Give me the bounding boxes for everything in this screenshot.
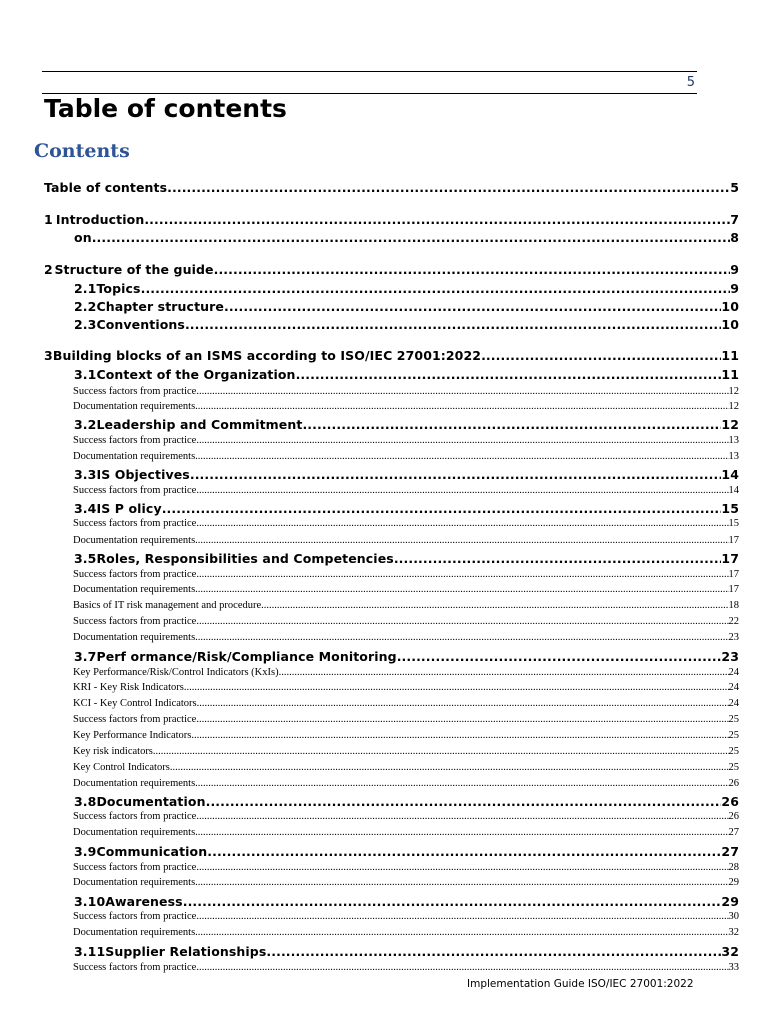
toc-entry[interactable] — [73, 401, 739, 412]
toc-entry-number: 3.1 — [74, 367, 97, 382]
dot-leader — [266, 944, 721, 959]
toc-entry-page: 12 — [728, 386, 739, 397]
toc-entry-page: 15 — [721, 501, 739, 516]
toc-entry-page: 25 — [728, 746, 739, 757]
toc-entry-number: 1 — [44, 212, 53, 227]
toc-entry-number: 2 — [44, 262, 53, 277]
toc-entry-page: 22 — [728, 616, 739, 627]
toc-entry-label: Documentation requirements — [73, 877, 196, 888]
toc-entry[interactable] — [73, 714, 739, 725]
toc-entry[interactable] — [73, 682, 739, 693]
toc-entry[interactable] — [74, 367, 739, 382]
toc-entry-label: Chapter structure — [96, 299, 224, 314]
toc-entry-label: Success factors from practice — [73, 569, 197, 580]
dot-leader — [302, 417, 721, 432]
toc-entry-page: 5 — [730, 180, 739, 195]
toc-entry-page: 24 — [728, 682, 739, 693]
toc-entry-label: Documentation — [96, 794, 206, 809]
dot-leader — [196, 962, 728, 973]
toc-entry-number: 3.9 — [74, 844, 97, 859]
toc-entry[interactable] — [73, 386, 739, 397]
toc-entry-label: Documentation requirements — [73, 927, 196, 938]
dot-leader — [197, 698, 729, 709]
dot-leader — [296, 367, 722, 382]
toc-entry[interactable] — [73, 730, 739, 741]
dot-leader — [394, 551, 722, 566]
toc-entry-label: Key Control Indicators — [73, 762, 170, 773]
toc-entry-label: Basics of IT risk management and procedure — [73, 600, 262, 611]
toc-entry-label: Success factors from practice — [73, 518, 197, 529]
toc-entry-label: Success factors from practice — [73, 962, 197, 973]
dot-leader — [196, 811, 728, 822]
toc-entry-number: 3.3 — [74, 467, 97, 482]
toc-entry-label: KCI - Key Control Indicators — [73, 698, 197, 709]
toc-entry-page: 25 — [728, 730, 739, 741]
dot-leader — [207, 844, 721, 859]
dot-leader — [195, 401, 728, 412]
toc-entry-page: 32 — [728, 927, 739, 938]
dot-leader — [170, 762, 729, 773]
toc-entry-label: Success factors from practice — [73, 435, 197, 446]
toc-entry-page: 10 — [721, 299, 739, 314]
toc-entry[interactable] — [73, 451, 739, 462]
dot-leader — [397, 649, 722, 664]
toc-entry-page: 13 — [728, 435, 739, 446]
toc-entry-label: Documentation requirements — [73, 827, 196, 838]
page-number: 5 — [686, 75, 695, 90]
toc-entry[interactable] — [74, 299, 739, 314]
toc-entry-page: 26 — [721, 794, 739, 809]
toc-entry[interactable] — [74, 649, 739, 664]
toc-entry-page: 18 — [728, 600, 739, 611]
toc-entry-label: Success factors from practice — [73, 911, 197, 922]
toc-entry-label: Supplier Relationships — [105, 944, 267, 959]
dot-leader — [162, 501, 722, 516]
toc-entry-number: 3.7 — [74, 649, 97, 664]
toc-entry[interactable] — [73, 584, 739, 595]
toc-entry-page: 27 — [721, 844, 739, 859]
toc-entry-label: Success factors from practice — [73, 862, 197, 873]
toc-entry-label: Roles, Responsibilities and Competencies — [96, 551, 394, 566]
toc-entry-page: 14 — [721, 467, 739, 482]
toc-entry[interactable] — [74, 501, 739, 516]
toc-entry-page: 29 — [721, 894, 739, 909]
toc-entry-number: 3.2 — [74, 417, 97, 432]
toc-entry-label: Topics — [96, 281, 141, 296]
toc-entry[interactable] — [44, 262, 739, 277]
toc-entry-page: 9 — [730, 281, 739, 296]
toc-entry[interactable] — [73, 667, 739, 678]
toc-entry-page: 10 — [721, 317, 739, 332]
toc-entry-label: Documentation requirements — [73, 535, 196, 546]
dot-leader — [141, 281, 731, 296]
toc-entry[interactable] — [73, 911, 739, 922]
toc-entry-number: 3 — [44, 348, 53, 363]
dot-leader — [183, 894, 722, 909]
toc-entry-page: 8 — [730, 230, 739, 245]
toc-entry-label: Building blocks of an ISMS according to ISO/IEC 27001:2022 — [52, 348, 482, 363]
toc-entry[interactable] — [73, 632, 739, 643]
dot-leader — [144, 212, 730, 227]
toc-entry-page: 11 — [721, 348, 739, 363]
toc-entry[interactable] — [73, 535, 739, 546]
dot-leader — [214, 262, 731, 277]
dot-leader — [224, 299, 721, 314]
toc-entry[interactable] — [73, 485, 739, 496]
toc-entry-page: 25 — [728, 714, 739, 725]
toc-entry-label: Conventions — [96, 317, 185, 332]
dot-leader — [196, 518, 728, 529]
toc-entry[interactable] — [73, 600, 739, 611]
toc-entry[interactable] — [73, 518, 739, 529]
toc-entry[interactable] — [73, 569, 739, 580]
toc-entry-page: 30 — [728, 911, 739, 922]
toc-entry-number: 2.1 — [74, 281, 97, 296]
toc-entry-label: Key risk indicators — [73, 746, 153, 757]
dot-leader — [261, 600, 728, 611]
toc-entry[interactable] — [74, 417, 739, 432]
toc-entry-label: Success factors from practice — [73, 714, 197, 725]
toc-entry-page: 17 — [721, 551, 739, 566]
toc-entry[interactable] — [74, 794, 739, 809]
toc-entry-page: 11 — [721, 367, 739, 382]
page-title: Table of contents — [44, 94, 287, 123]
toc-entry-label: Perf ormance/Risk/Compliance Monitoring — [96, 649, 397, 664]
contents-heading: Contents — [34, 140, 130, 162]
toc-entry-number: 3.5 — [74, 551, 97, 566]
toc-entry-number: 2.2 — [74, 299, 97, 314]
dot-leader — [195, 827, 728, 838]
dot-leader — [196, 616, 728, 627]
toc-entry[interactable] — [44, 212, 739, 227]
toc-entry-number: 3.8 — [74, 794, 97, 809]
toc-entry-label: Success factors from practice — [73, 485, 197, 496]
toc-entry[interactable] — [74, 230, 739, 245]
dot-leader — [190, 467, 722, 482]
dot-leader — [196, 569, 728, 580]
header-rule-top — [42, 71, 697, 72]
dot-leader — [206, 794, 722, 809]
toc-entry-page: 26 — [728, 778, 739, 789]
toc-entry-label: Documentation requirements — [73, 401, 196, 412]
dot-leader — [196, 435, 728, 446]
toc-entry[interactable] — [73, 762, 739, 773]
toc-entry-label: IS Objectives — [96, 467, 190, 482]
dot-leader — [195, 632, 728, 643]
dot-leader — [184, 682, 729, 693]
dot-leader — [167, 180, 730, 195]
toc-entry-label: Success factors from practice — [73, 616, 197, 627]
toc-entry[interactable] — [74, 944, 739, 959]
toc-entry-number: 2.3 — [74, 317, 97, 332]
toc-entry-page: 28 — [728, 862, 739, 873]
toc-entry[interactable] — [73, 862, 739, 873]
toc-entry-page: 9 — [730, 262, 739, 277]
dot-leader — [185, 317, 721, 332]
toc-entry-page: 15 — [728, 518, 739, 529]
toc-entry-page: 17 — [728, 584, 739, 595]
toc-entry-label: IS P olicy — [96, 501, 162, 516]
toc-entry-page: 12 — [728, 401, 739, 412]
toc-entry[interactable] — [73, 827, 739, 838]
toc-entry-page: 24 — [728, 667, 739, 678]
toc-entry-label: Structure of the guide — [54, 262, 214, 277]
toc-entry[interactable] — [74, 551, 739, 566]
toc-entry-label: Documentation requirements — [73, 778, 196, 789]
toc-entry-label: Key Performance/Risk/Control Indicators (KxIs) — [73, 667, 279, 678]
dot-leader — [481, 348, 721, 363]
dot-leader — [153, 746, 729, 757]
toc-entry[interactable] — [44, 180, 739, 195]
dot-leader — [196, 485, 728, 496]
toc-entry[interactable] — [73, 616, 739, 627]
toc-entry[interactable] — [73, 962, 739, 973]
dot-leader — [196, 911, 728, 922]
toc-entry-label: Communication — [96, 844, 208, 859]
toc-entry-label: Documentation requirements — [73, 451, 196, 462]
dot-leader — [191, 730, 728, 741]
toc-entry[interactable] — [74, 317, 739, 332]
dot-leader — [195, 877, 728, 888]
dot-leader — [195, 778, 728, 789]
toc-entry-label: Table of contents — [44, 180, 168, 195]
toc-entry-label: Context of the Organization — [96, 367, 296, 382]
toc-entry-page: 13 — [728, 451, 739, 462]
toc-entry-label: on — [74, 230, 92, 245]
toc-entry-page: 14 — [728, 485, 739, 496]
toc-entry[interactable] — [73, 811, 739, 822]
toc-entry-page: 33 — [728, 962, 739, 973]
toc-entry-number: 3.11 — [74, 944, 106, 959]
toc-entry[interactable] — [73, 698, 739, 709]
toc-entry-label: Documentation requirements — [73, 584, 196, 595]
dot-leader — [196, 386, 728, 397]
toc-entry-page: 12 — [721, 417, 739, 432]
toc-entry[interactable] — [74, 844, 739, 859]
toc-entry-page: 27 — [728, 827, 739, 838]
toc-entry-page: 17 — [728, 535, 739, 546]
dot-leader — [196, 862, 728, 873]
toc-entry-page: 26 — [728, 811, 739, 822]
toc-entry-number: 3.4 — [74, 501, 97, 516]
dot-leader — [279, 667, 729, 678]
toc-entry-page: 29 — [728, 877, 739, 888]
toc-entry[interactable] — [73, 927, 739, 938]
toc-entry-page: 7 — [730, 212, 739, 227]
toc-entry[interactable] — [74, 894, 739, 909]
toc-entry[interactable] — [44, 348, 739, 363]
toc-entry-page: 25 — [728, 762, 739, 773]
toc-entry-page: 23 — [728, 632, 739, 643]
toc-entry-page: 17 — [728, 569, 739, 580]
dot-leader — [196, 714, 728, 725]
dot-leader — [195, 584, 728, 595]
dot-leader — [195, 927, 728, 938]
toc-entry-number: 3.10 — [74, 894, 106, 909]
dot-leader — [92, 230, 731, 245]
toc-entry-label: Leadership and Commitment — [96, 417, 303, 432]
toc-entry[interactable] — [73, 435, 739, 446]
toc-entry[interactable] — [73, 778, 739, 789]
toc-entry-label: Awareness — [105, 894, 183, 909]
dot-leader — [195, 451, 728, 462]
toc-entry[interactable] — [73, 746, 739, 757]
toc-entry-label: Success factors from practice — [73, 386, 197, 397]
toc-entry-label: Documentation requirements — [73, 632, 196, 643]
toc-entry-label: Introduction — [55, 212, 145, 227]
toc-entry-page: 24 — [728, 698, 739, 709]
toc-entry[interactable] — [74, 281, 739, 296]
dot-leader — [195, 535, 728, 546]
toc-entry-page: 32 — [721, 944, 739, 959]
toc-entry-label: Key Performance Indicators — [73, 730, 192, 741]
toc-entry[interactable] — [74, 467, 739, 482]
toc-entry-page: 23 — [721, 649, 739, 664]
toc-entry-label: KRI - Key Risk Indicators — [73, 682, 184, 693]
toc-entry[interactable] — [73, 877, 739, 888]
toc-entry-label: Success factors from practice — [73, 811, 197, 822]
footer-text: Implementation Guide ISO/IEC 27001:2022 — [467, 978, 694, 990]
